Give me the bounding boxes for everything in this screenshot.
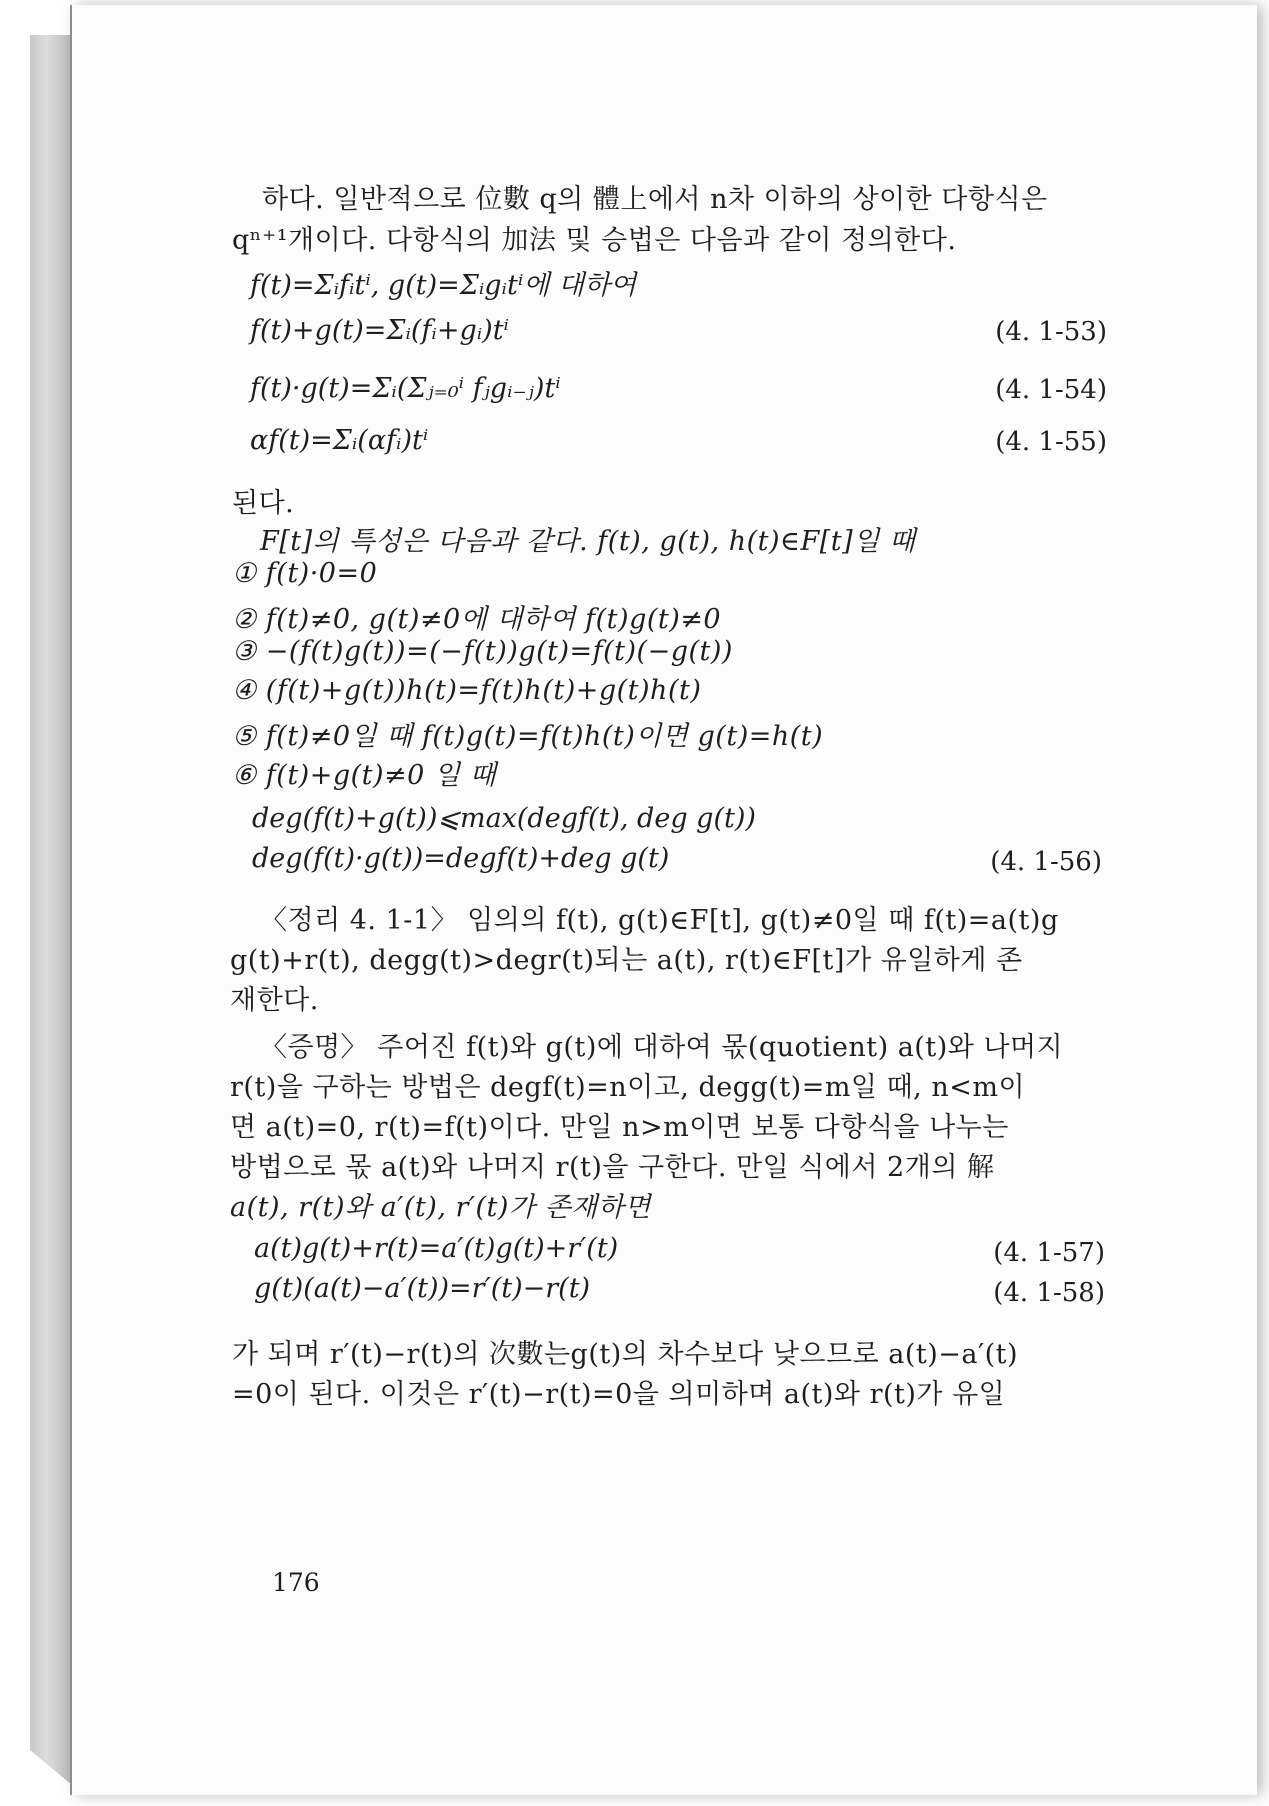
definition-line: f(t)=Σᵢfᵢtⁱ, g(t)=Σᵢgᵢtⁱ에 대하여 — [250, 270, 637, 301]
text-line: 된다. — [232, 488, 295, 519]
equation-number: (4. 1-53) — [995, 317, 1107, 347]
proof-line: a(t), r(t)와 a′(t), r′(t)가 존재하면 — [230, 1192, 651, 1223]
equation: f(t)+g(t)=Σᵢ(fᵢ+gᵢ)tⁱ — [250, 315, 509, 346]
equation: f(t)·g(t)=Σᵢ(Σⱼ₌₀ⁱ fⱼgᵢ₋ⱼ)tⁱ — [250, 373, 561, 404]
theorem-line: 재한다. — [230, 985, 319, 1016]
equation: a(t)g(t)+r(t)=a′(t)g(t)+r′(t) — [254, 1233, 619, 1264]
property-item: ③ −(f(t)g(t))=(−f(t))g(t)=f(t)(−g(t)) — [232, 636, 733, 667]
equation: αf(t)=Σᵢ(αfᵢ)tⁱ — [250, 425, 429, 456]
proof-line: r(t)을 구하는 방법은 degf(t)=n이고, degg(t)=m일 때, n<m이 — [230, 1072, 1026, 1103]
theorem-line: 〈정리 4. 1-1〉 임의의 f(t), g(t)∈F[t], g(t)≠0일 때 f(t)=a(t)g — [260, 905, 1059, 936]
equation-number: (4. 1-57) — [993, 1238, 1105, 1268]
equation: g(t)(a(t)−a′(t))=r′(t)−r(t) — [254, 1273, 591, 1304]
text-line: 가 되며 r′(t)−r(t)의 次數는g(t)의 차수보다 낮으므로 a(t)−a′(t) — [232, 1339, 1019, 1370]
equation-number: (4. 1-55) — [995, 427, 1107, 457]
property-item: ⑥ f(t)+g(t)≠0 일 때 — [232, 760, 497, 791]
text-line: qⁿ⁺¹개이다. 다항식의 加法 및 승법은 다음과 같이 정의한다. — [232, 225, 957, 256]
book-spine-edge — [30, 35, 72, 1785]
properties-intro: F[t]의 특성은 다음과 같다. f(t), g(t), h(t)∈F[t]일 때 — [260, 526, 916, 557]
text-line: 하다. 일반적으로 位數 q의 體上에서 n차 이하의 상이한 다항식은 — [262, 184, 1048, 215]
equation-number: (4. 1-58) — [993, 1278, 1105, 1308]
property-item: ④ (f(t)+g(t))h(t)=f(t)h(t)+g(t)h(t) — [232, 675, 702, 706]
property-item: ② f(t)≠0, g(t)≠0에 대하여 f(t)g(t)≠0 — [232, 604, 722, 635]
proof-line: 〈증명〉 주어진 f(t)와 g(t)에 대하여 몫(quotient) a(t)와 나머지 — [260, 1032, 1064, 1063]
book-page — [70, 5, 1257, 1795]
proof-line: 방법으로 몫 a(t)와 나머지 r(t)을 구한다. 만일 식에서 2개의 解 — [230, 1152, 995, 1183]
degree-inequality: deg(f(t)+g(t))⩽max(degf(t), deg g(t)) — [252, 803, 756, 834]
property-item: ⑤ f(t)≠0일 때 f(t)g(t)=f(t)h(t)이면 g(t)=h(t) — [232, 721, 824, 752]
text-line: =0이 된다. 이것은 r′(t)−r(t)=0을 의미하며 a(t)와 r(t)가 유일 — [232, 1379, 1006, 1410]
page-number: 176 — [272, 1568, 320, 1597]
equation-number: (4. 1-56) — [990, 847, 1102, 877]
property-item: ① f(t)·0=0 — [232, 558, 378, 589]
theorem-line: g(t)+r(t), degg(t)>degr(t)되는 a(t), r(t)∈F[t]가 유일하게 존 — [230, 945, 1023, 976]
proof-line: 면 a(t)=0, r(t)=f(t)이다. 만일 n>m이면 보통 다항식을 나누는 — [230, 1112, 1009, 1143]
degree-equation: deg(f(t)·g(t))=degf(t)+deg g(t) — [252, 843, 670, 874]
equation-number: (4. 1-54) — [995, 375, 1107, 405]
